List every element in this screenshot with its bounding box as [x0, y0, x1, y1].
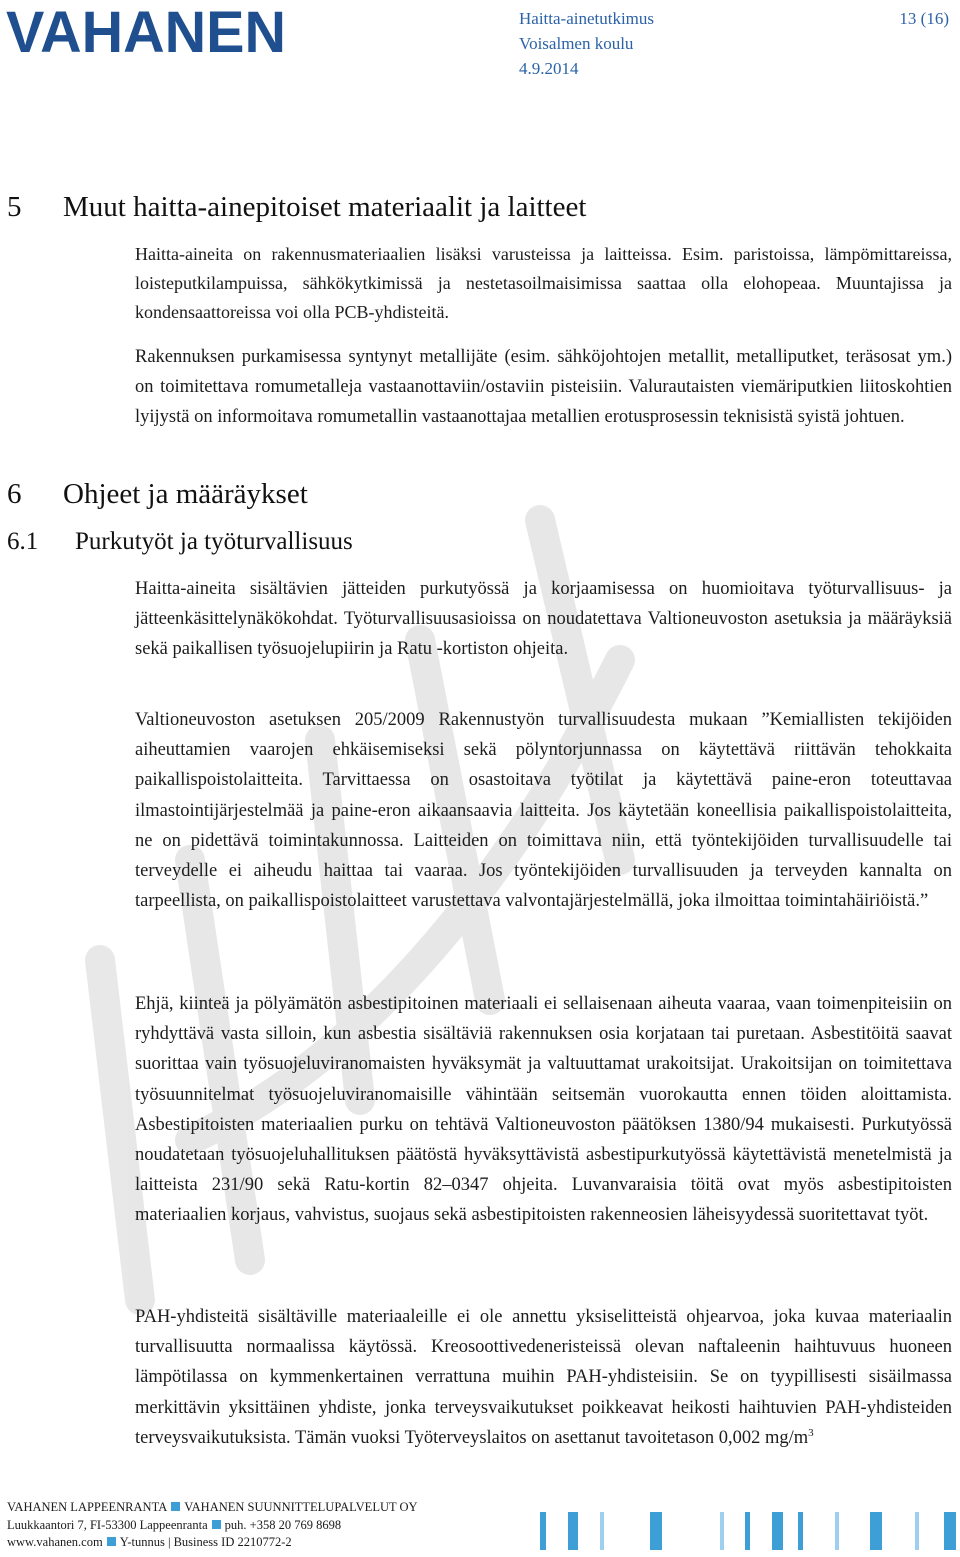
square-bullet-icon [212, 1520, 221, 1529]
footer-website: www.vahanen.com [7, 1535, 103, 1549]
site-name: Voisalmen koulu [519, 34, 634, 53]
page-header [519, 6, 949, 81]
footer-phone: puh. +358 20 769 8698 [224, 1517, 342, 1532]
footer-business-id: Y-tunnus | Business ID 2210772-2 [119, 1535, 292, 1549]
section-6-heading [7, 477, 308, 511]
section-number: 5 [7, 191, 22, 223]
paragraph: Haitta-aineita sisältävien jätteiden purkutyössä ja korjaamisessa on huomioitava työturvallisuus- ja jätteenkäsittelynäkökohdat. Työturvallisuusasioissa on noudatettava Valtioneuvoston asetuksia ja määräyksiä sekä paikallisen työsuojelupiirin ja Ratu -kortiston ohjeita. [135, 579, 952, 660]
document-type: Haitta-ainetutkimus [519, 9, 655, 28]
paragraph: Haitta-aineita on rakennusmateriaalien lisäksi varusteissa ja laitteissa. Esim. paristoissa, lämpömittareissa, loisteputkilampuissa, sähkökytkimissä ja nestetasoilmaisimissa saattaa olla elohopeaa. Muuntajissa ja kondensaattoreissa voi olla PCB-yhdisteitä. [135, 244, 952, 322]
section-title: Muut haitta-ainepitoiset materiaalit ja laitteet [63, 191, 587, 223]
square-bullet-icon [107, 1537, 116, 1546]
paragraph: Ehjä, kiinteä ja pölyämätön asbestipitoinen materiaali ei sellaisenaan aiheuta vaaraa, vaan toimenpiteisiin on ryhdyttävä vasta silloin, kun asbestia sisältäviä rakennuksen osia korjataan tai puretaan. Asbestitöitä saavat suorittaa vain työsuojeluviranomaisten hyväksymät ja valtuuttamat urakoitsijat. Urakoitsijan on toimitettava työsuunnitelmat työsuojeluviranomaisille vähintään seitsemän vuorokautta ennen töiden aloittamista. Asbestipitoisten materiaalien purku on tehtävä Valtioneuvoston päätöksen 1380/94 mukaisesti. Purkutyössä noudatetaan työsuojeluhallituksen päätöstä hyväksyttävistä asbestipurkutyössä käytettävistä menetelmistä ja laitteista 231/90 sekä Ratu-kortin 82–0347 ohjeita. Luvanvaraisia töitä ovat myös asbestipitoisten materiaalien korjaus, vahvistus, suojaus sekä asbestipitoisten rakenneosien läheisyydessä suoritettavat työt. [135, 994, 952, 1226]
vahanen-logo [6, 2, 288, 60]
footer-address: Luukkaantori 7, FI-53300 Lappeenranta [7, 1517, 208, 1532]
section-5-heading [7, 190, 586, 224]
footer-stripes-graphic [540, 1510, 960, 1552]
paragraph [135, 1302, 952, 1453]
section-6-1-heading [7, 527, 353, 557]
page-number: 13 (16) [899, 9, 949, 28]
footer-company: VAHANEN SUUNNITTELUPALVELUT OY [184, 1500, 418, 1514]
logo-text: VAHANEN [6, 2, 286, 60]
section-number: 6 [7, 478, 22, 510]
footer-company: VAHANEN LAPPEENRANTA [7, 1500, 168, 1514]
superscript: 3 [808, 1426, 814, 1439]
section-number: 6.1 [7, 528, 39, 555]
section-title: Purkutyöt ja työturvallisuus [75, 528, 353, 555]
page-footer [7, 1499, 527, 1552]
report-date: 4.9.2014 [519, 59, 579, 78]
paragraph: Rakennuksen purkamisessa syntynyt metallijäte (esim. sähköjohtojen metallit, metalliputket, teräsosat ym.) on toimitettava romumetalleja vastaanottaviin/ostaviin pisteisiin. Valurautaisten viemäriputkien liitoskohtien lyijystä on informoitava romumetallin vastaanottajaa metallien erotusprosessin teknisistä syistä johtuen. [135, 347, 952, 428]
square-bullet-icon [171, 1502, 180, 1511]
paragraph-text: PAH-yhdisteitä sisältäville materiaaleille ei ole annettu yksiselitteistä ohjearvoa, joka kuvaa materiaalin turvallisuutta normaalissa käytössä. Kreosoottivedeneristeissä olevan naftaleenin haihtuvuus huoneen lämpötilassa on kymmenkertainen verrattuna muihin PAH-yhdisteisiin. Se on tyypillisesti sisäilmassa merkittävin yksittäinen yhdiste, jonka terveysvaikutukset poikkeavat heikosti haihtuvien PAH-yhdisteiden terveysvaikutuksista. Tämän vuoksi Työterveyslaitos on asettanut tavoitetason 0,002 mg/m [135, 1307, 952, 1448]
section-title: Ohjeet ja määräykset [63, 478, 308, 510]
paragraph: Valtioneuvoston asetuksen 205/2009 Rakennustyön turvallisuudesta mukaan ”Kemiallisten tekijöiden aiheuttamien vaarojen ehkäisemiseksi sekä pölyntorjunnassa on käytettävä riittävän tehokkaita paikallispoistolaitteita. Tarvittaessa on osastoitava työtilat ja käytettävä paine-eron toteuttavaa ilmastointijärjestelmää ja paine-eron aikaansaavia laitteita. Jos käytetään koneellisia paikallispoistolaitteita, ne on pidettävä toimintakunnossa. Laitteiden on toimittava niin, että työntekijöiden turvallisuudelle tai terveydelle ei aiheudu haittaa tai vaaraa. Jos työntekijöiden turvallisuuden ja terveyden kannalta on tarpeellista, on paikallispoistolaitteet varustettava valvontajärjestelmällä, joka ilmoittaa toimintahäiriöistä.” [135, 710, 952, 912]
